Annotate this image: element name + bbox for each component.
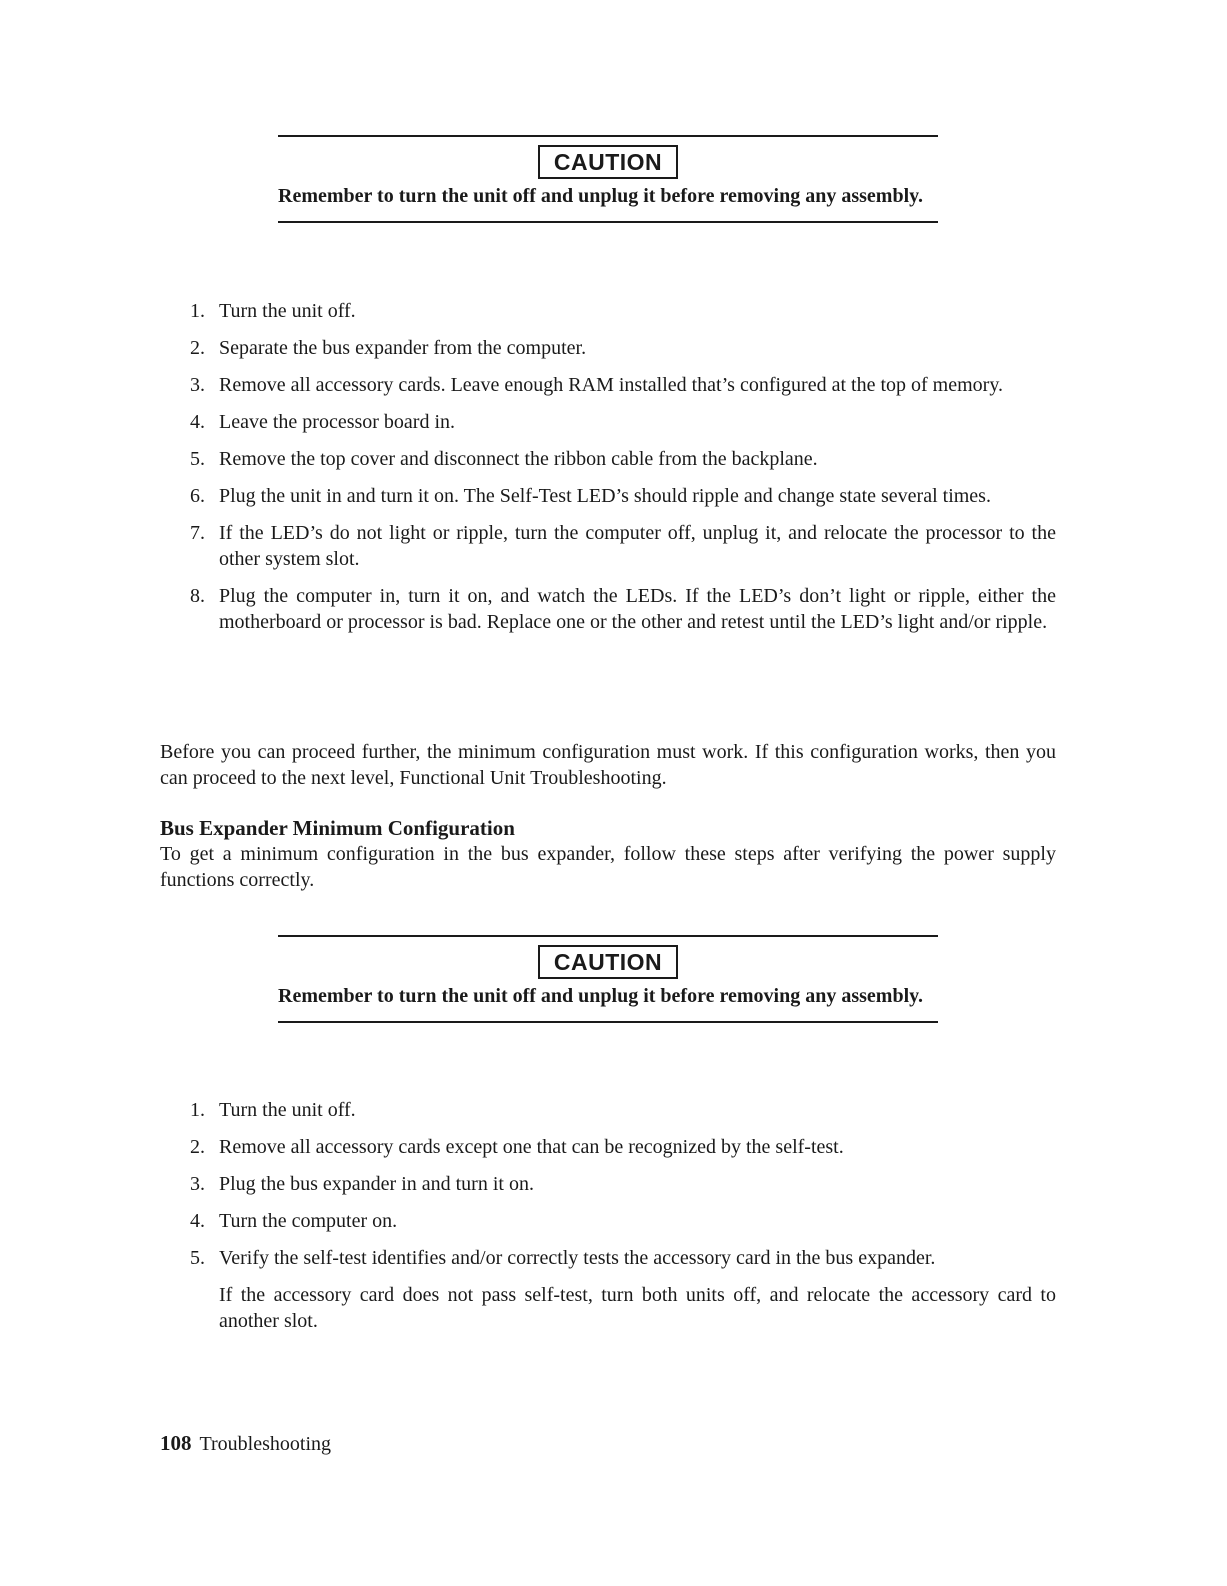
step-text: Remove all accessory cards except one that can be recognized by the self-test. [219,1136,844,1158]
caution-bottom-rule [278,1021,938,1023]
section-heading: Bus Expander Minimum Configuration [160,816,515,840]
procedure-list-2 [160,1097,1056,1334]
caution-text: Remember to turn the unit off and unplug it before removing any assembly. [278,185,924,207]
step-text: Remove the top cover and disconnect the ribbon cable from the backplane. [219,448,818,470]
list-item: 7. If the LED’s do not light or ripple, turn the computer off, unplug it, and relocate the processor to the other system slot. [190,522,1056,570]
step-text: Turn the unit off. [219,1099,356,1121]
step-text: Turn the computer on. [219,1210,398,1232]
list-item: 4. Turn the computer on. [190,1210,398,1232]
step-text: Leave the processor board in. [219,411,456,433]
caution-label: CAUTION [538,945,678,979]
step-text: If the LED’s do not light or ripple, turn the computer off, unplug it, and relocate the processor to the other system slot. [219,522,1056,570]
caution-bottom-rule [278,221,938,223]
list-item: 2. Separate the bus expander from the computer. [190,337,587,359]
list-item: 5. Remove the top cover and disconnect the ribbon cable from the backplane. [190,448,818,470]
min-config-paragraph: Before you can proceed further, the minimum configuration must work. If this configuration works, then you can proceed to the next level, Functional Unit Troubleshooting. [160,741,1056,789]
caution-box-2 [278,935,938,1023]
procedure-list-1 [160,298,1056,635]
step-text: Plug the bus expander in and turn it on. [219,1173,534,1195]
caution-top-rule [278,935,938,937]
caution-label: CAUTION [538,145,678,179]
section-intro: To get a minimum configuration in the bus expander, follow these steps after verifying the power supply functions correctly. [160,843,1056,891]
list-item: 3. Remove all accessory cards. Leave enough RAM installed that’s configured at the top of memory. [190,374,1004,396]
caution-text: Remember to turn the unit off and unplug it before removing any assembly. [278,985,924,1007]
list-item: 2. Remove all accessory cards except one that can be recognized by the self-test. [190,1136,844,1158]
list-item: 1. Turn the unit off. [190,1099,356,1121]
step-text: Plug the computer in, turn it on, and watch the LEDs. If the LED’s don’t light or ripple, either the motherboard or processor is bad. Replace one or the other and retest until the LED’s light and/or ripple. [219,585,1056,633]
step-text: Remove all accessory cards. Leave enough RAM installed that’s configured at the top of memory. [219,374,1004,396]
page-footer [160,1430,331,1457]
list-item: 4. Leave the processor board in. [190,411,456,433]
page-number: 108 [160,1431,192,1455]
step-text: Verify the self-test identifies and/or correctly tests the accessory card in the bus expander. [219,1247,936,1269]
step-note: If the accessory card does not pass self-test, turn both units off, and relocate the accessory card to another slot. [219,1284,1056,1332]
list-item: 6. Plug the unit in and turn it on. The Self-Test LED’s should ripple and change state several times. [190,485,991,507]
list-item: 5. Verify the self-test identifies and/or correctly tests the accessory card in the bus expander. [190,1247,936,1269]
list-item [160,1282,1056,1334]
step-text: Turn the unit off. [219,300,356,322]
list-item: 3. Plug the bus expander in and turn it on. [190,1173,534,1195]
step-text: Separate the bus expander from the computer. [219,337,587,359]
list-item: 1. Turn the unit off. [190,300,356,322]
chapter-title: Troubleshooting [199,1433,332,1455]
list-item: 8. Plug the computer in, turn it on, and watch the LEDs. If the LED’s don’t light or ripple, either the motherboard or processor is bad. Replace one or the other and retest until the LED’s light and/or ripple. [190,585,1056,633]
step-text: Plug the unit in and turn it on. The Self-Test LED’s should ripple and change state several times. [219,485,991,507]
caution-top-rule [278,135,938,137]
caution-box-1 [278,135,938,223]
